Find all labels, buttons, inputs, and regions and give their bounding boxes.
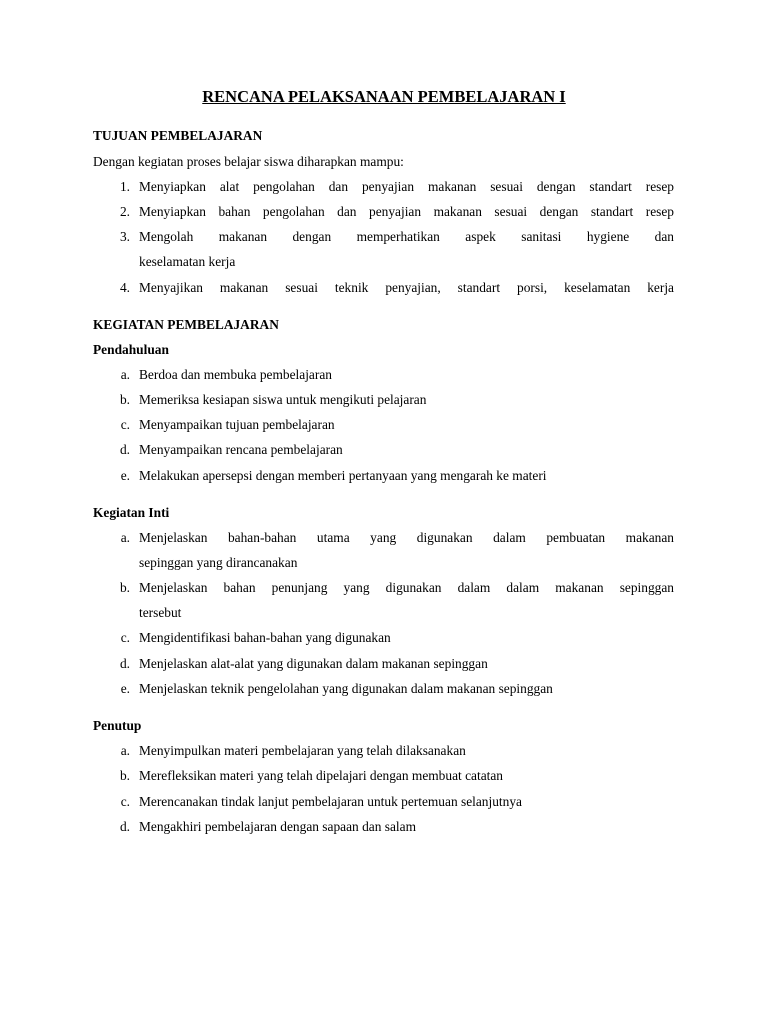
subheading-penutup: Penutup [93, 718, 142, 733]
list-marker: 1. [119, 179, 130, 194]
list-marker: b. [119, 768, 130, 783]
list-marker: d. [119, 656, 130, 671]
section-heading-kegiatan: KEGIATAN PEMBELAJARAN [93, 317, 279, 332]
list-item-text: Menjelaskan bahan-bahan utama yang digunakan dalam pembuatan makanan [139, 530, 674, 545]
list-marker: a. [120, 530, 130, 545]
list-marker: e. [120, 468, 130, 483]
list-item-continuation: tersebut [139, 605, 182, 620]
list-marker: e. [120, 681, 130, 696]
list-item-text: Mengolah makanan dengan memperhatikan aspek sanitasi hygiene dan [139, 229, 674, 244]
list-item-continuation: keselamatan kerja [139, 254, 236, 269]
list-marker: b. [119, 392, 130, 407]
list-item-text: Menyimpulkan materi pembelajaran yang telah dilaksanakan [139, 743, 466, 758]
subheading-pendahuluan: Pendahuluan [93, 342, 169, 357]
list-item-text: Menyampaikan tujuan pembelajaran [139, 417, 335, 432]
list-marker: 2. [119, 204, 130, 219]
list-item-text: Merencanakan tindak lanjut pembelajaran untuk pertemuan selanjutnya [139, 794, 522, 809]
list-item-text: Melakukan apersepsi dengan memberi pertanyaan yang mengarah ke materi [139, 468, 547, 483]
list-item-text: Mengakhiri pembelajaran dengan sapaan dan salam [139, 819, 416, 834]
list-item-text: Memeriksa kesiapan siswa untuk mengikuti pelajaran [139, 392, 427, 407]
list-item-continuation: sepinggan yang dirancanakan [139, 555, 298, 570]
list-item-text: Menjelaskan bahan penunjang yang digunakan dalam dalam makanan sepinggan [139, 580, 674, 595]
document-title: RENCANA PELAKSANAAN PEMBELAJARAN I [202, 87, 566, 106]
list-marker: c. [120, 630, 130, 645]
list-marker: d. [119, 819, 130, 834]
list-item-text: Menyiapkan alat pengolahan dan penyajian makanan sesuai dengan standart resep [139, 179, 674, 194]
list-item-text: Menyajikan makanan sesuai teknik penyajian, standart porsi, keselamatan kerja [139, 280, 674, 295]
list-marker: a. [120, 367, 130, 382]
list-marker: d. [119, 442, 130, 457]
subheading-kegiatan-inti: Kegiatan Inti [93, 505, 170, 520]
list-item-text: Berdoa dan membuka pembelajaran [139, 367, 332, 382]
list-marker: b. [119, 580, 130, 595]
list-marker: c. [120, 417, 130, 432]
list-marker: c. [120, 794, 130, 809]
list-item-text: Menjelaskan teknik pengelolahan yang digunakan dalam makanan sepinggan [139, 681, 553, 696]
list-marker: 4. [119, 280, 130, 295]
list-item-text: Mengidentifikasi bahan-bahan yang digunakan [139, 630, 391, 645]
list-marker: a. [120, 743, 130, 758]
list-marker: 3. [119, 229, 130, 244]
list-item-text: Merefleksikan materi yang telah dipelajari dengan membuat catatan [139, 768, 503, 783]
list-item-text: Menyampaikan rencana pembelajaran [139, 442, 343, 457]
list-item-text: Menyiapkan bahan pengolahan dan penyajian makanan sesuai dengan standart resep [139, 204, 674, 219]
tujuan-intro: Dengan kegiatan proses belajar siswa diharapkan mampu: [93, 154, 404, 169]
section-heading-tujuan: TUJUAN PEMBELAJARAN [93, 128, 263, 143]
list-item-text: Menjelaskan alat-alat yang digunakan dalam makanan sepinggan [139, 656, 488, 671]
